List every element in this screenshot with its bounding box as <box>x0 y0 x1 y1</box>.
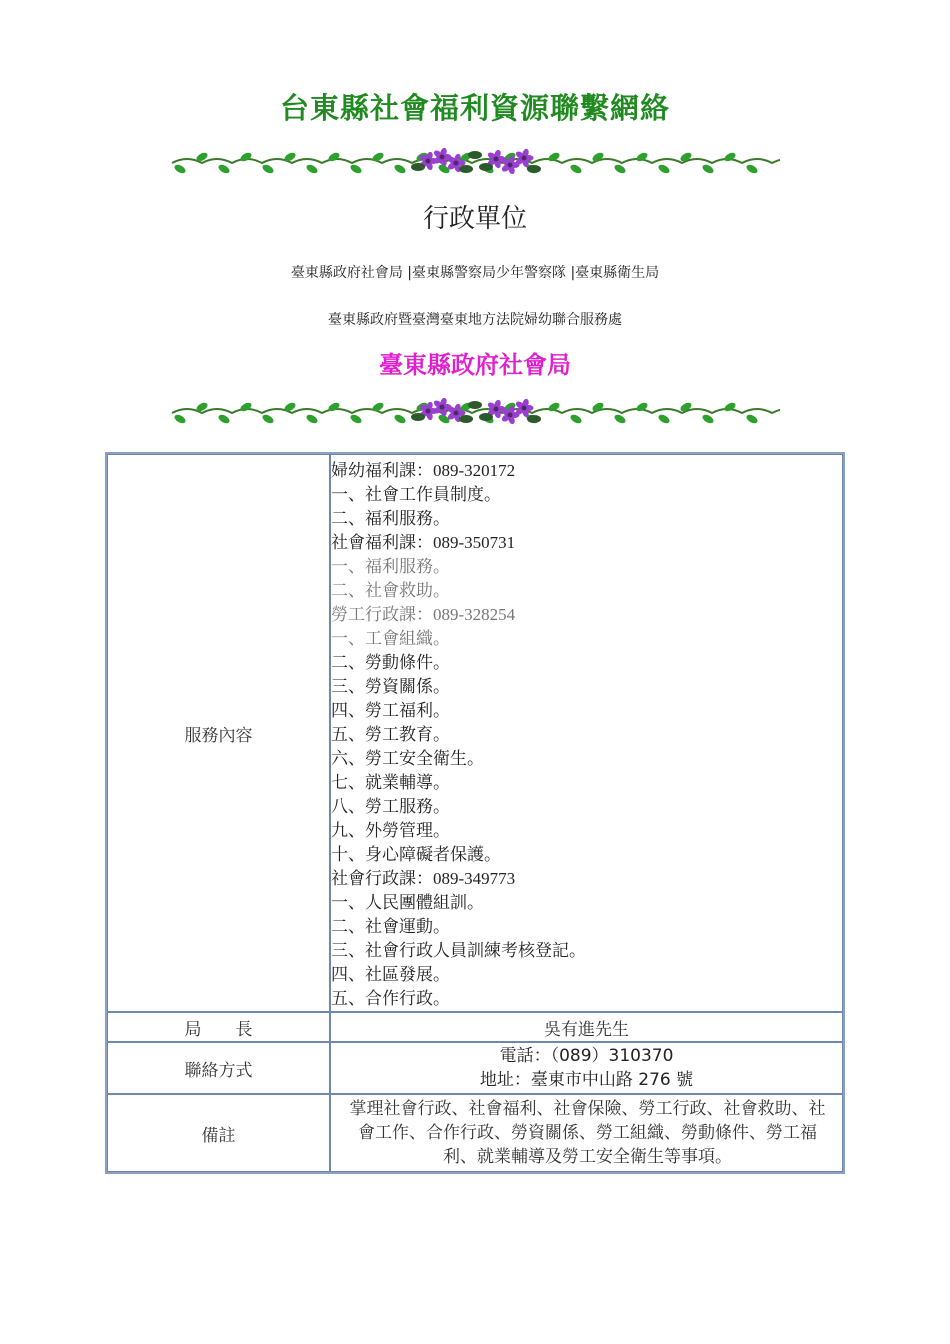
vine-leaf-icon <box>745 163 759 175</box>
vine-leaf-icon <box>173 413 187 425</box>
table-row-service <box>107 454 843 1012</box>
flower-center-icon <box>426 159 431 164</box>
service-line: 五、合作行政。 <box>331 989 450 1008</box>
service-line: 四、勞工福利。 <box>331 701 450 720</box>
contact-phone: 電話：（089）310370 <box>499 1046 674 1066</box>
vine-leaf-icon <box>239 401 253 413</box>
contact-label: 聯絡方式 <box>107 1042 330 1094</box>
department-info-table <box>105 452 845 1174</box>
vine-leaf-icon <box>479 413 493 421</box>
vine-leaf-icon <box>459 165 473 173</box>
service-line: 一、工會組織。 <box>331 629 450 648</box>
flower-center-icon <box>522 406 527 411</box>
flower-center-icon <box>440 155 445 160</box>
service-line: 一、社會工作員制度。 <box>331 485 501 504</box>
service-line: 二、勞動條件。 <box>331 653 450 672</box>
section-title: 行政單位 <box>422 204 527 234</box>
unit-links-row[interactable]: 臺東縣政府社會局 |臺東縣警察局少年警察隊 |臺東縣衛生局 <box>290 265 660 281</box>
vine-leaf-icon <box>613 163 627 175</box>
vine-leaf-icon <box>569 163 583 175</box>
flower-center-icon <box>522 156 527 161</box>
flower-center-icon <box>494 157 499 162</box>
flower-center-icon <box>508 413 513 418</box>
vine-leaf-icon <box>527 165 541 173</box>
vine-leaf-icon <box>411 163 425 171</box>
service-line: 社會福利課：089-350731 <box>331 533 516 552</box>
service-line: 一、福利服務。 <box>331 557 450 576</box>
table-row-contact <box>107 1042 843 1094</box>
unit-link-joint-service[interactable]: 臺東縣政府暨臺灣臺東地方法院婦幼聯合服務處 <box>328 312 622 328</box>
table-row-chief <box>107 1012 843 1042</box>
vine-leaf-icon <box>261 163 275 175</box>
service-line: 二、社會運動。 <box>331 917 450 936</box>
vine-leaf-icon <box>393 163 407 175</box>
service-line: 五、勞工教育。 <box>331 725 450 744</box>
service-line: 九、外勞管理。 <box>331 821 450 840</box>
note-label: 備註 <box>107 1094 330 1172</box>
vine-leaf-icon <box>657 163 671 175</box>
service-line: 二、社會救助。 <box>331 581 450 600</box>
contact-value <box>330 1042 843 1094</box>
vine-leaf-icon <box>527 415 541 423</box>
vine-leaf-icon <box>217 413 231 425</box>
flower-center-icon <box>508 163 513 168</box>
vine-leaf-icon <box>723 151 737 163</box>
vine-leaf-icon <box>459 415 473 423</box>
service-label: 服務內容 <box>107 454 330 1012</box>
vine-leaf-icon <box>261 413 275 425</box>
vine-leaf-icon <box>468 151 482 159</box>
flower-center-icon <box>440 405 445 410</box>
vine-leaf-icon <box>327 151 341 163</box>
vine-leaf-icon <box>217 163 231 175</box>
service-line: 十、身心障礙者保護。 <box>331 845 501 864</box>
vine-leaf-icon <box>173 163 187 175</box>
vine-stem <box>172 159 780 163</box>
vine-leaf-icon <box>479 163 493 171</box>
page-title: 台東縣社會福利資源聯繫網絡 <box>279 91 670 125</box>
service-line: 社會行政課：089-349773 <box>331 869 516 888</box>
service-line: 婦幼福利課：089-320172 <box>331 461 516 480</box>
service-line: 三、勞資關係。 <box>331 677 450 696</box>
service-line: 三、社會行政人員訓練考核登記。 <box>331 941 586 960</box>
vine-leaf-icon <box>657 413 671 425</box>
chief-value: 吳有進先生 <box>330 1012 843 1042</box>
service-line: 勞工行政課：089-328254 <box>331 605 516 624</box>
flower-center-icon <box>454 411 459 416</box>
vine-divider-top <box>170 143 780 183</box>
vine-leaf-icon <box>393 413 407 425</box>
contact-address: 地址：臺東市中山路 276 號 <box>479 1070 694 1090</box>
service-line: 二、福利服務。 <box>331 509 450 528</box>
vine-leaf-icon <box>349 163 363 175</box>
service-line: 六、勞工安全衛生。 <box>331 749 484 768</box>
vine-leaf-icon <box>745 413 759 425</box>
flower-center-icon <box>426 409 431 414</box>
vine-leaf-icon <box>411 413 425 421</box>
vine-leaf-icon <box>349 413 363 425</box>
vine-leaf-icon <box>569 413 583 425</box>
service-line: 七、就業輔導。 <box>331 773 450 792</box>
vine-stem <box>172 409 780 413</box>
table-row-note <box>107 1094 843 1172</box>
vine-leaf-icon <box>613 413 627 425</box>
vine-leaf-icon <box>305 163 319 175</box>
service-line: 八、勞工服務。 <box>331 797 450 816</box>
vine-leaf-icon <box>239 151 253 163</box>
vine-leaf-icon <box>327 401 341 413</box>
service-line: 四、社區發展。 <box>331 965 450 984</box>
department-title: 臺東縣政府社會局 <box>379 350 571 379</box>
note-value: 掌理社會行政、社會福利、社會保險、勞工行政、社會救助、社會工作、合作行政、勞資關係、勞工組織、勞動條件、勞工福利、就業輔導及勞工安全衛生等事項。 <box>330 1094 843 1172</box>
vine-divider-bottom <box>170 393 780 433</box>
service-content <box>330 454 843 1012</box>
vine-leaf-icon <box>468 401 482 409</box>
flower-center-icon <box>454 161 459 166</box>
chief-label: 局 長 <box>107 1012 330 1042</box>
service-line: 一、人民團體組訓。 <box>331 893 484 912</box>
vine-leaf-icon <box>701 163 715 175</box>
flower-center-icon <box>494 407 499 412</box>
vine-leaf-icon <box>723 401 737 413</box>
vine-leaf-icon <box>701 413 715 425</box>
vine-leaf-icon <box>305 413 319 425</box>
